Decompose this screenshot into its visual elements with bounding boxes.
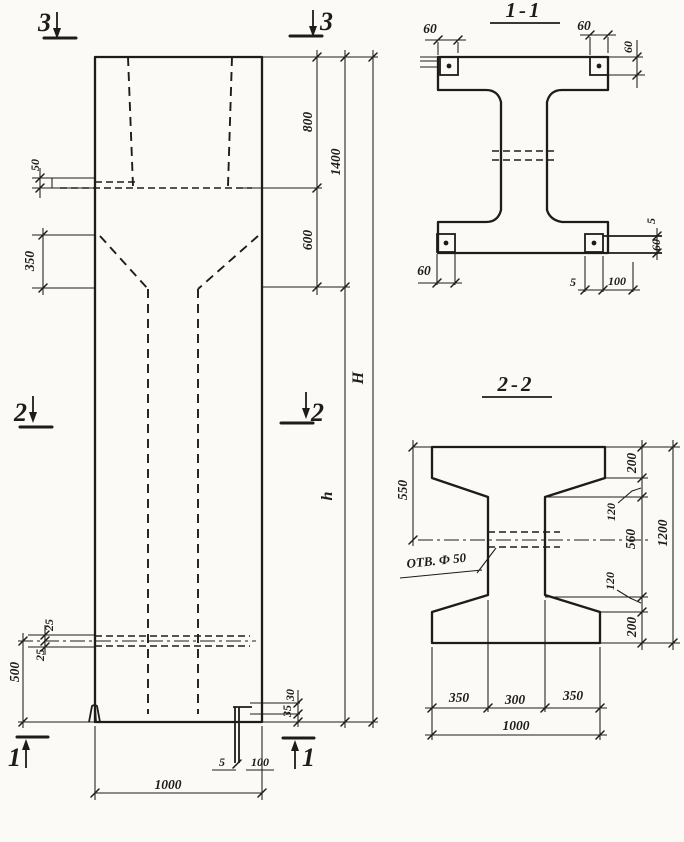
dim-lines-bottom xyxy=(95,726,274,800)
section-mark-2-left xyxy=(13,396,52,427)
plate-top-right-anchor-dot xyxy=(597,64,602,69)
elevation-view xyxy=(7,7,378,800)
dim-lines-right xyxy=(240,50,378,728)
upper-hole-hidden xyxy=(60,182,252,188)
dim-flange-left: 350 xyxy=(448,690,470,705)
dim-gap-bottom: 5 xyxy=(570,275,576,289)
mark-3-left-label: 3 xyxy=(38,8,51,37)
section-mark-2-right xyxy=(281,392,324,427)
dim-cap-upper: 800 xyxy=(300,111,315,133)
section-1-1-title: 1-1 xyxy=(505,0,543,22)
dim-cap-total: 1400 xyxy=(328,148,343,176)
dim-total-height: H xyxy=(350,371,367,385)
section-mark-1-right xyxy=(283,738,315,772)
mark-1-left-label: 1 xyxy=(8,743,21,772)
dim-web-height: 560 xyxy=(623,528,638,550)
section-mark-1-left xyxy=(8,737,48,772)
dim-base-plate-gap: 5 xyxy=(219,755,225,769)
dim-flange-bottom: 200 xyxy=(624,616,639,638)
dim-top-to-hole: 550 xyxy=(395,479,410,501)
mark-2-right-arrow-icon xyxy=(302,408,310,419)
cap-hidden-lines xyxy=(128,57,232,186)
mark-3-right-label: 3 xyxy=(320,7,333,36)
dim-base-step-upper: 30 xyxy=(283,689,297,701)
base-plate-right xyxy=(233,707,252,763)
section-mark-3-right xyxy=(290,7,333,37)
dim-gap-side: 5 xyxy=(644,218,658,224)
section-1-1-view xyxy=(417,0,663,294)
mark-2-left-label: 2 xyxy=(14,398,27,427)
dim-fillet-bottom: 120 xyxy=(603,572,617,590)
taper-hidden-lines xyxy=(100,236,258,714)
section-1-1-plates xyxy=(437,57,662,253)
mark-1-left-arrow-icon xyxy=(22,739,30,750)
dim-column-width: 1000 xyxy=(154,777,182,792)
mark-1-right-arrow-icon xyxy=(291,740,299,751)
section-2-2-title: 2-2 xyxy=(497,372,535,396)
dim-overall-width: 1000 xyxy=(502,718,530,733)
hole-label-group xyxy=(400,548,496,578)
mark-1-right-label: 1 xyxy=(302,743,315,772)
plate-bottom-right-anchor-dot xyxy=(592,241,597,246)
dim-ledge: 50 xyxy=(28,159,42,171)
dim-plate-h-side: 60 xyxy=(649,239,663,251)
dim-plate-bottom-width: 100 xyxy=(608,274,626,288)
dim-hole-lower: 25 xyxy=(33,649,47,661)
hole-label: ОТВ. Ф 50 xyxy=(405,549,467,571)
section-2-2-view xyxy=(395,372,680,740)
dim-base-plate-width: 100 xyxy=(251,755,269,769)
dim-flange-right: 350 xyxy=(562,688,584,703)
dim-hole-upper: 25 xyxy=(42,619,56,631)
dim-taper-zone: 600 xyxy=(300,229,315,251)
dim-plate-w-tr: 60 xyxy=(577,18,591,33)
plate-top-left-anchor-dot xyxy=(447,64,452,69)
dim-base-step-lower: 35 xyxy=(280,705,294,717)
plate-bottom-left-anchor-dot xyxy=(444,241,449,246)
dim-plate-h-right: 60 xyxy=(621,41,635,53)
dim-overall-height: 1200 xyxy=(655,519,670,547)
dim-shaft-height: h xyxy=(319,491,336,501)
section-1-1-outline xyxy=(438,57,608,253)
dim-plate-w-tl: 60 xyxy=(423,21,437,36)
dim-flange-top: 200 xyxy=(624,452,639,474)
dim-base-zone: 500 xyxy=(7,661,22,683)
section-mark-3-left xyxy=(37,8,76,39)
dim-fillet-top: 120 xyxy=(604,503,618,521)
section-2-2-outline xyxy=(432,447,605,643)
mark-2-right-label: 2 xyxy=(311,398,324,427)
mark-2-left-arrow-icon xyxy=(29,412,37,423)
dim-taper: 350 xyxy=(22,250,37,272)
dim-web-width: 300 xyxy=(504,692,526,707)
column-outline xyxy=(95,57,262,722)
dim-plate-w-bl: 60 xyxy=(417,263,431,278)
